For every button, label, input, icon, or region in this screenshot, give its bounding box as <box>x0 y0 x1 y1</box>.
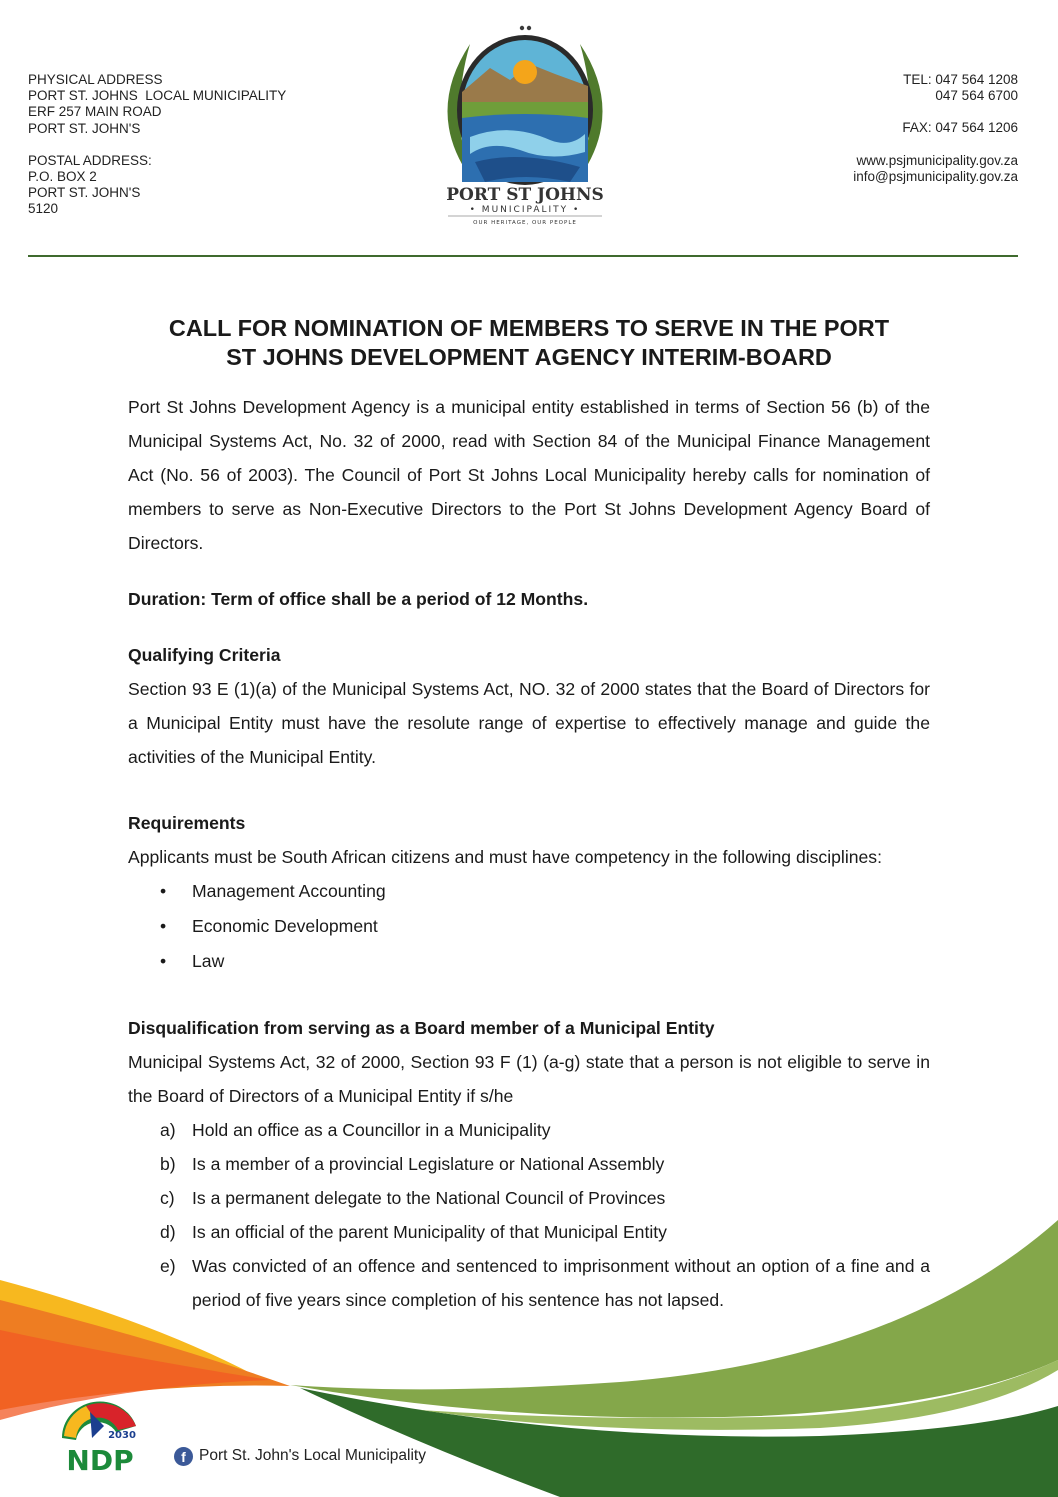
tel-line: 047 564 6700 <box>935 88 1018 104</box>
postal-line: 5120 <box>28 201 59 217</box>
title-line: ST JOHNS DEVELOPMENT AGENCY INTERIM-BOARD <box>226 344 832 370</box>
list-item-text: Is a permanent delegate to the National Council of Provinces <box>192 1188 666 1208</box>
requirements-paragraph: Applicants must be South African citizens and must have competency in the following disciplines: <box>128 847 882 867</box>
website-link[interactable]: www.psjmunicipality.gov.za <box>856 152 1018 168</box>
fax-line: FAX: 047 564 1206 <box>902 120 1018 136</box>
page-title <box>128 314 930 372</box>
list-marker: a) <box>160 1120 176 1140</box>
list-marker: e) <box>160 1256 176 1276</box>
list-marker: c) <box>160 1188 175 1208</box>
physical-address-block <box>28 72 286 218</box>
logo-name: PORT ST JOHNS <box>446 185 604 205</box>
facebook-link[interactable] <box>174 1447 426 1466</box>
disqualification-paragraph: Municipal Systems Act, 32 of 2000, Section 93 F (1) (a-g) state that a person is not eligible to serve in the Board of Directors of a Municipal Entity if s/he <box>128 1052 930 1106</box>
list-item-text: Is a member of a provincial Legislature or National Assembly <box>192 1154 665 1174</box>
ndp-year: 2030 <box>108 1430 136 1441</box>
postal-line: P.O. BOX 2 <box>28 169 97 185</box>
ndp-logo <box>56 1396 146 1476</box>
disqualification-heading: Disqualification from serving as a Board member of a Municipal Entity <box>128 1018 715 1038</box>
logo-subtitle: • MUNICIPALITY • <box>469 205 581 215</box>
list-item: • Management Accounting <box>128 874 930 909</box>
address-line: ERF 257 MAIN ROAD <box>28 104 162 120</box>
postal-line: POSTAL ADDRESS: <box>28 152 152 168</box>
duration-heading: Duration: Term of office shall be a period of 12 Months. <box>128 589 589 609</box>
qualifying-paragraph: Section 93 E (1)(a) of the Municipal Systems Act, NO. 32 of 2000 states that the Board of Directors for a Municipal Entity must have the resolute range of expertise to effectively manage and guide the activities of the Municipal Entity. <box>128 679 930 767</box>
municipality-logo <box>430 22 620 227</box>
title-line: CALL FOR NOMINATION OF MEMBERS TO SERVE IN THE PORT <box>168 315 890 341</box>
list-item-text: Hold an office as a Councillor in a Municipality <box>192 1120 551 1140</box>
address-line: PORT ST. JOHNS LOCAL MUNICIPALITY <box>28 88 287 104</box>
document-body <box>128 390 930 1317</box>
list-marker: d) <box>160 1222 176 1242</box>
list-marker: b) <box>160 1154 176 1174</box>
postal-line: PORT ST. JOHN'S <box>28 185 141 201</box>
list-item: • Economic Development <box>128 909 930 944</box>
facebook-label: Port St. John's Local Municipality <box>199 1447 426 1464</box>
list-item-text: Was convicted of an offence and sentenced to imprisonment without an option of a fine and a period of five years since completion of his sentence has not lapsed. <box>192 1256 930 1310</box>
list-item: • Law <box>128 944 930 979</box>
footer-wave-decoration <box>0 1210 1058 1497</box>
qualifying-heading: Qualifying Criteria <box>128 645 281 665</box>
contact-block <box>853 72 1018 185</box>
address-line: PHYSICAL ADDRESS <box>28 72 163 87</box>
logo-tagline: OUR HERITAGE, OUR PEOPLE <box>473 220 577 226</box>
list-item <box>128 1147 930 1181</box>
requirements-list <box>128 874 930 979</box>
intro-paragraph: Port St Johns Development Agency is a municipal entity established in terms of Section 56 (b) of the Municipal Systems Act, No. 32 of 2000, read with Section 84 of the Municipal Finance Management Act (No. 56 of 2003). The Council of Port St Johns Local Municipality hereby calls for nomination of members to serve as Non-Executive Directors to the Port St Johns Development Agency Board of Directors. <box>128 397 930 553</box>
ndp-label: NDP <box>66 1444 134 1476</box>
list-item <box>128 1113 930 1147</box>
list-item-text: Is an official of the parent Municipality of that Municipal Entity <box>192 1222 667 1242</box>
address-line: PORT ST. JOHN'S <box>28 120 141 136</box>
requirements-heading: Requirements <box>128 813 246 833</box>
tel-line: TEL: 047 564 1208 <box>903 72 1018 87</box>
facebook-icon: f <box>174 1447 193 1466</box>
header-divider <box>28 255 1018 257</box>
email-link[interactable]: info@psjmunicipality.gov.za <box>853 168 1018 184</box>
